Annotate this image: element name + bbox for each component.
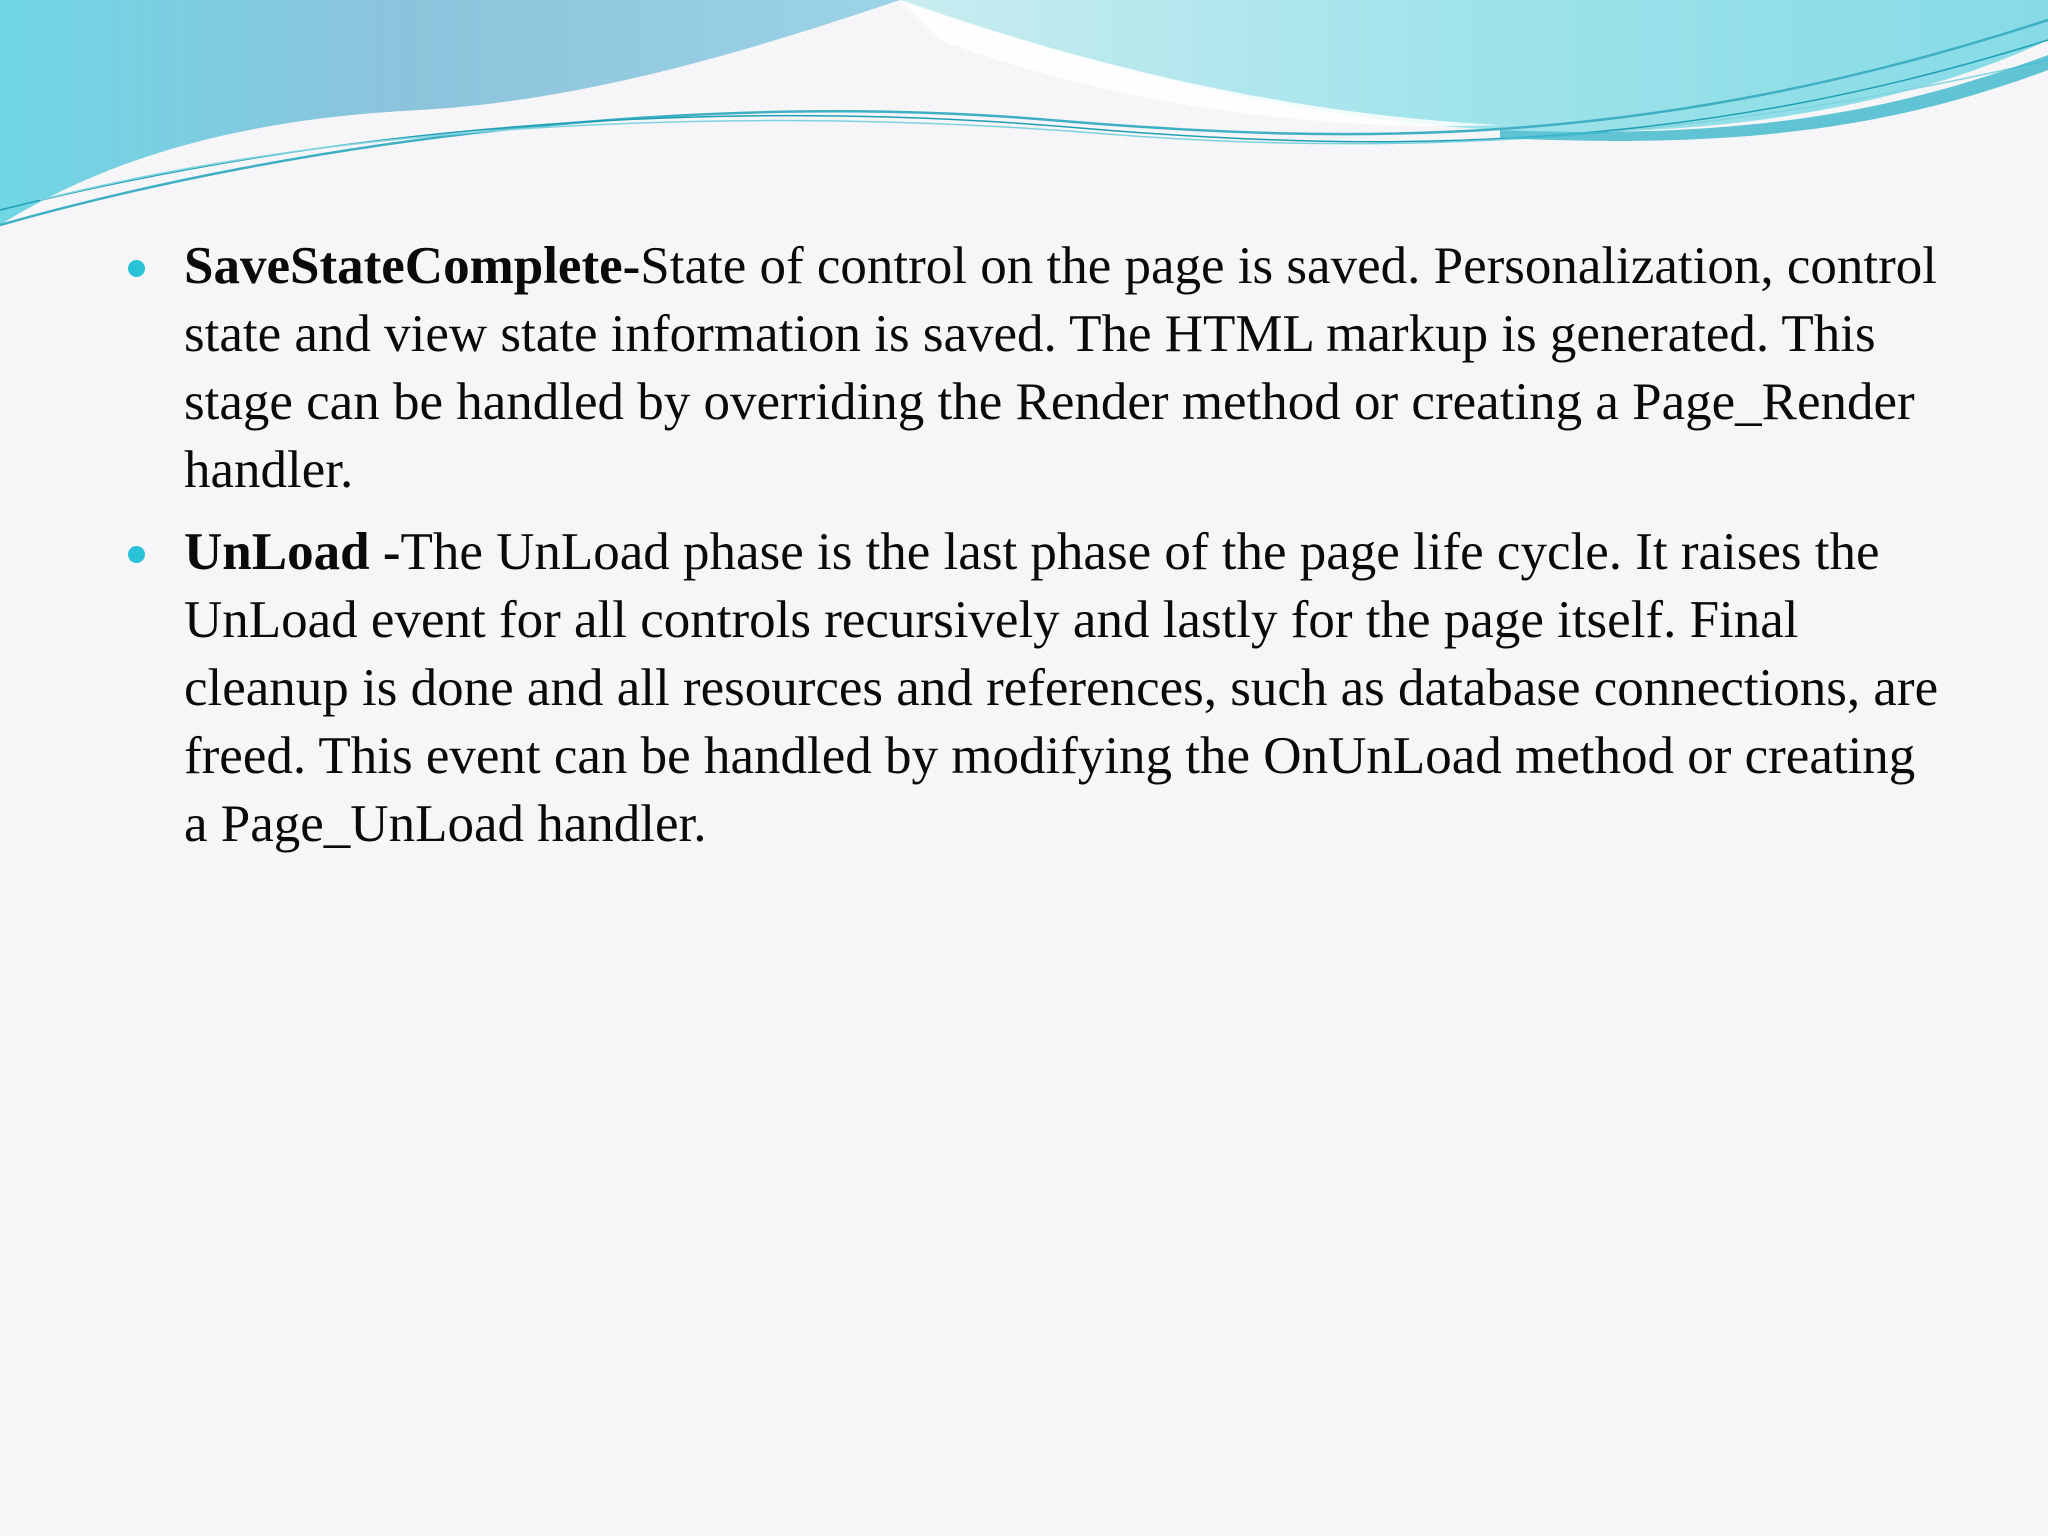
bullet-dot-icon — [128, 546, 145, 563]
bullet-list — [128, 232, 1948, 872]
bullet-term: SaveStateComplete- — [184, 237, 641, 295]
bullet-text: The UnLoad phase is the last phase of the page life cycle. It raises the UnLoad event for all controls recursively and lastly for the page itself. Final cleanup is done and all resources and references, such as database connections, are freed. This event can be handled by modifying the OnUnLoad method or creating a Page_UnLoad handler. — [184, 523, 1939, 853]
bullet-term: UnLoad - — [184, 523, 401, 581]
header-wave-decoration — [0, 0, 2048, 240]
bullet-dot-icon — [128, 260, 145, 277]
bullet-text: State of control on the page is saved. Personalization, control state and view state information is saved. The HTML markup is generated. This stage can be handled by overriding the Render method or creating a Page_Render handler. — [184, 237, 1937, 499]
bullet-savestatecomplete — [128, 232, 1948, 504]
bullet-unload — [128, 518, 1948, 858]
